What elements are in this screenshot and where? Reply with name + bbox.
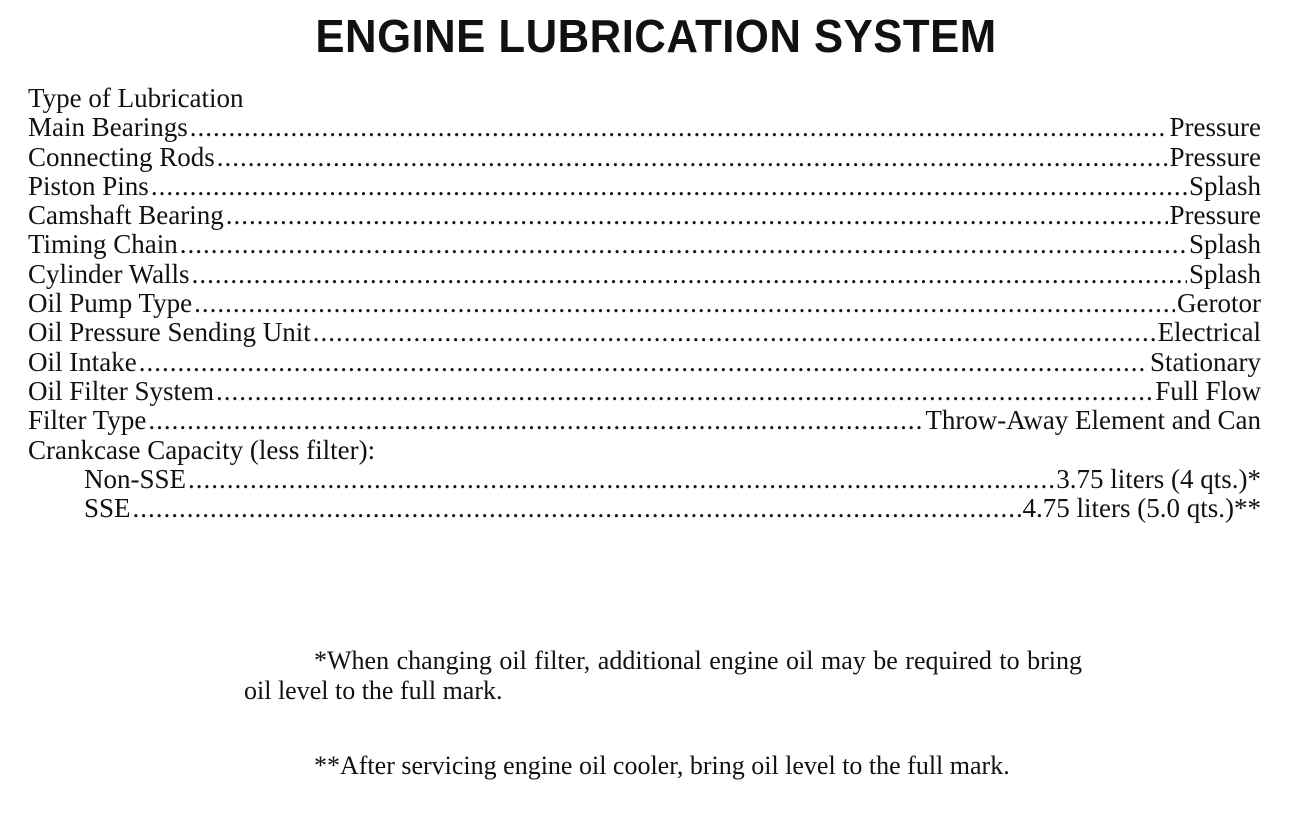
spec-row-main-bearings xyxy=(28,113,1261,142)
dot-leader xyxy=(188,465,1054,494)
page-title: ENGINE LUBRICATION SYSTEM xyxy=(315,10,997,62)
spec-label: Oil Filter System xyxy=(28,375,215,406)
spec-row-non-sse xyxy=(28,465,1261,494)
dot-leader xyxy=(190,113,1168,142)
dot-leader xyxy=(194,289,1175,318)
crankcase-capacity-heading: Crankcase Capacity (less filter): xyxy=(28,434,376,465)
spec-label: Oil Pump Type xyxy=(28,288,193,319)
spec-row-sse xyxy=(28,494,1261,523)
lubrication-spec-list xyxy=(28,84,1261,523)
spec-label: Piston Pins xyxy=(28,170,149,201)
spec-row-oil-intake xyxy=(28,348,1261,377)
spec-value: Pressure xyxy=(1169,141,1261,172)
type-of-lubrication-heading: Type of Lubrication xyxy=(28,83,244,113)
spec-row-cylinder-walls xyxy=(28,260,1261,289)
dot-leader xyxy=(139,348,1148,377)
footnote-oil-cooler xyxy=(244,751,1082,781)
dot-leader xyxy=(133,494,1021,523)
footnote-text: *When changing oil filter, additional engine oil may be required to bring oil level to the full mark. xyxy=(244,646,1082,705)
spec-value: Full Flow xyxy=(1155,375,1261,406)
dot-leader xyxy=(151,172,1187,201)
spec-label: Oil Pressure Sending Unit xyxy=(28,317,311,348)
dot-leader xyxy=(192,260,1187,289)
dot-leader xyxy=(216,377,1153,406)
spec-label: Filter Type xyxy=(28,405,147,436)
dot-leader xyxy=(148,406,923,435)
spec-value: Splash xyxy=(1188,170,1261,201)
spec-row-connecting-rods xyxy=(28,143,1261,172)
spec-row-filter-type xyxy=(28,406,1261,435)
spec-label: SSE xyxy=(84,493,131,524)
spec-label: Cylinder Walls xyxy=(28,258,190,289)
spec-value: Pressure xyxy=(1169,112,1261,143)
spec-row-piston-pins xyxy=(28,172,1261,201)
spec-value: 4.75 liters (5.0 qts.)** xyxy=(1022,493,1261,524)
spec-row-timing-chain xyxy=(28,230,1261,259)
spec-value: Stationary xyxy=(1150,346,1261,377)
spec-value: Splash xyxy=(1188,258,1261,289)
spec-value: Gerotor xyxy=(1177,288,1261,319)
spec-row-oil-pressure-sending-unit xyxy=(28,318,1261,347)
spec-value: Electrical xyxy=(1157,317,1261,348)
dot-leader xyxy=(180,230,1187,259)
footnote-oil-filter xyxy=(244,646,1082,706)
dot-leader xyxy=(226,201,1168,230)
spec-value: 3.75 liters (4 qts.)* xyxy=(1056,463,1261,494)
spec-value: Throw-Away Element and Can xyxy=(925,405,1261,436)
spec-label: Oil Intake xyxy=(28,346,137,377)
spec-value: Splash xyxy=(1188,229,1261,260)
spec-row-camshaft-bearing xyxy=(28,201,1261,230)
footnote-text: **After servicing engine oil cooler, bring oil level to the full mark. xyxy=(314,751,1010,780)
spec-value: Pressure xyxy=(1169,200,1261,231)
spec-label: Camshaft Bearing xyxy=(28,200,224,231)
spec-row-oil-pump-type xyxy=(28,289,1261,318)
spec-label: Non-SSE xyxy=(84,463,187,494)
dot-leader xyxy=(217,143,1168,172)
spec-label: Main Bearings xyxy=(28,112,188,143)
spec-row-oil-filter-system xyxy=(28,377,1261,406)
spec-label: Timing Chain xyxy=(28,229,178,260)
spec-label: Connecting Rods xyxy=(28,141,215,172)
dot-leader xyxy=(313,318,1156,347)
